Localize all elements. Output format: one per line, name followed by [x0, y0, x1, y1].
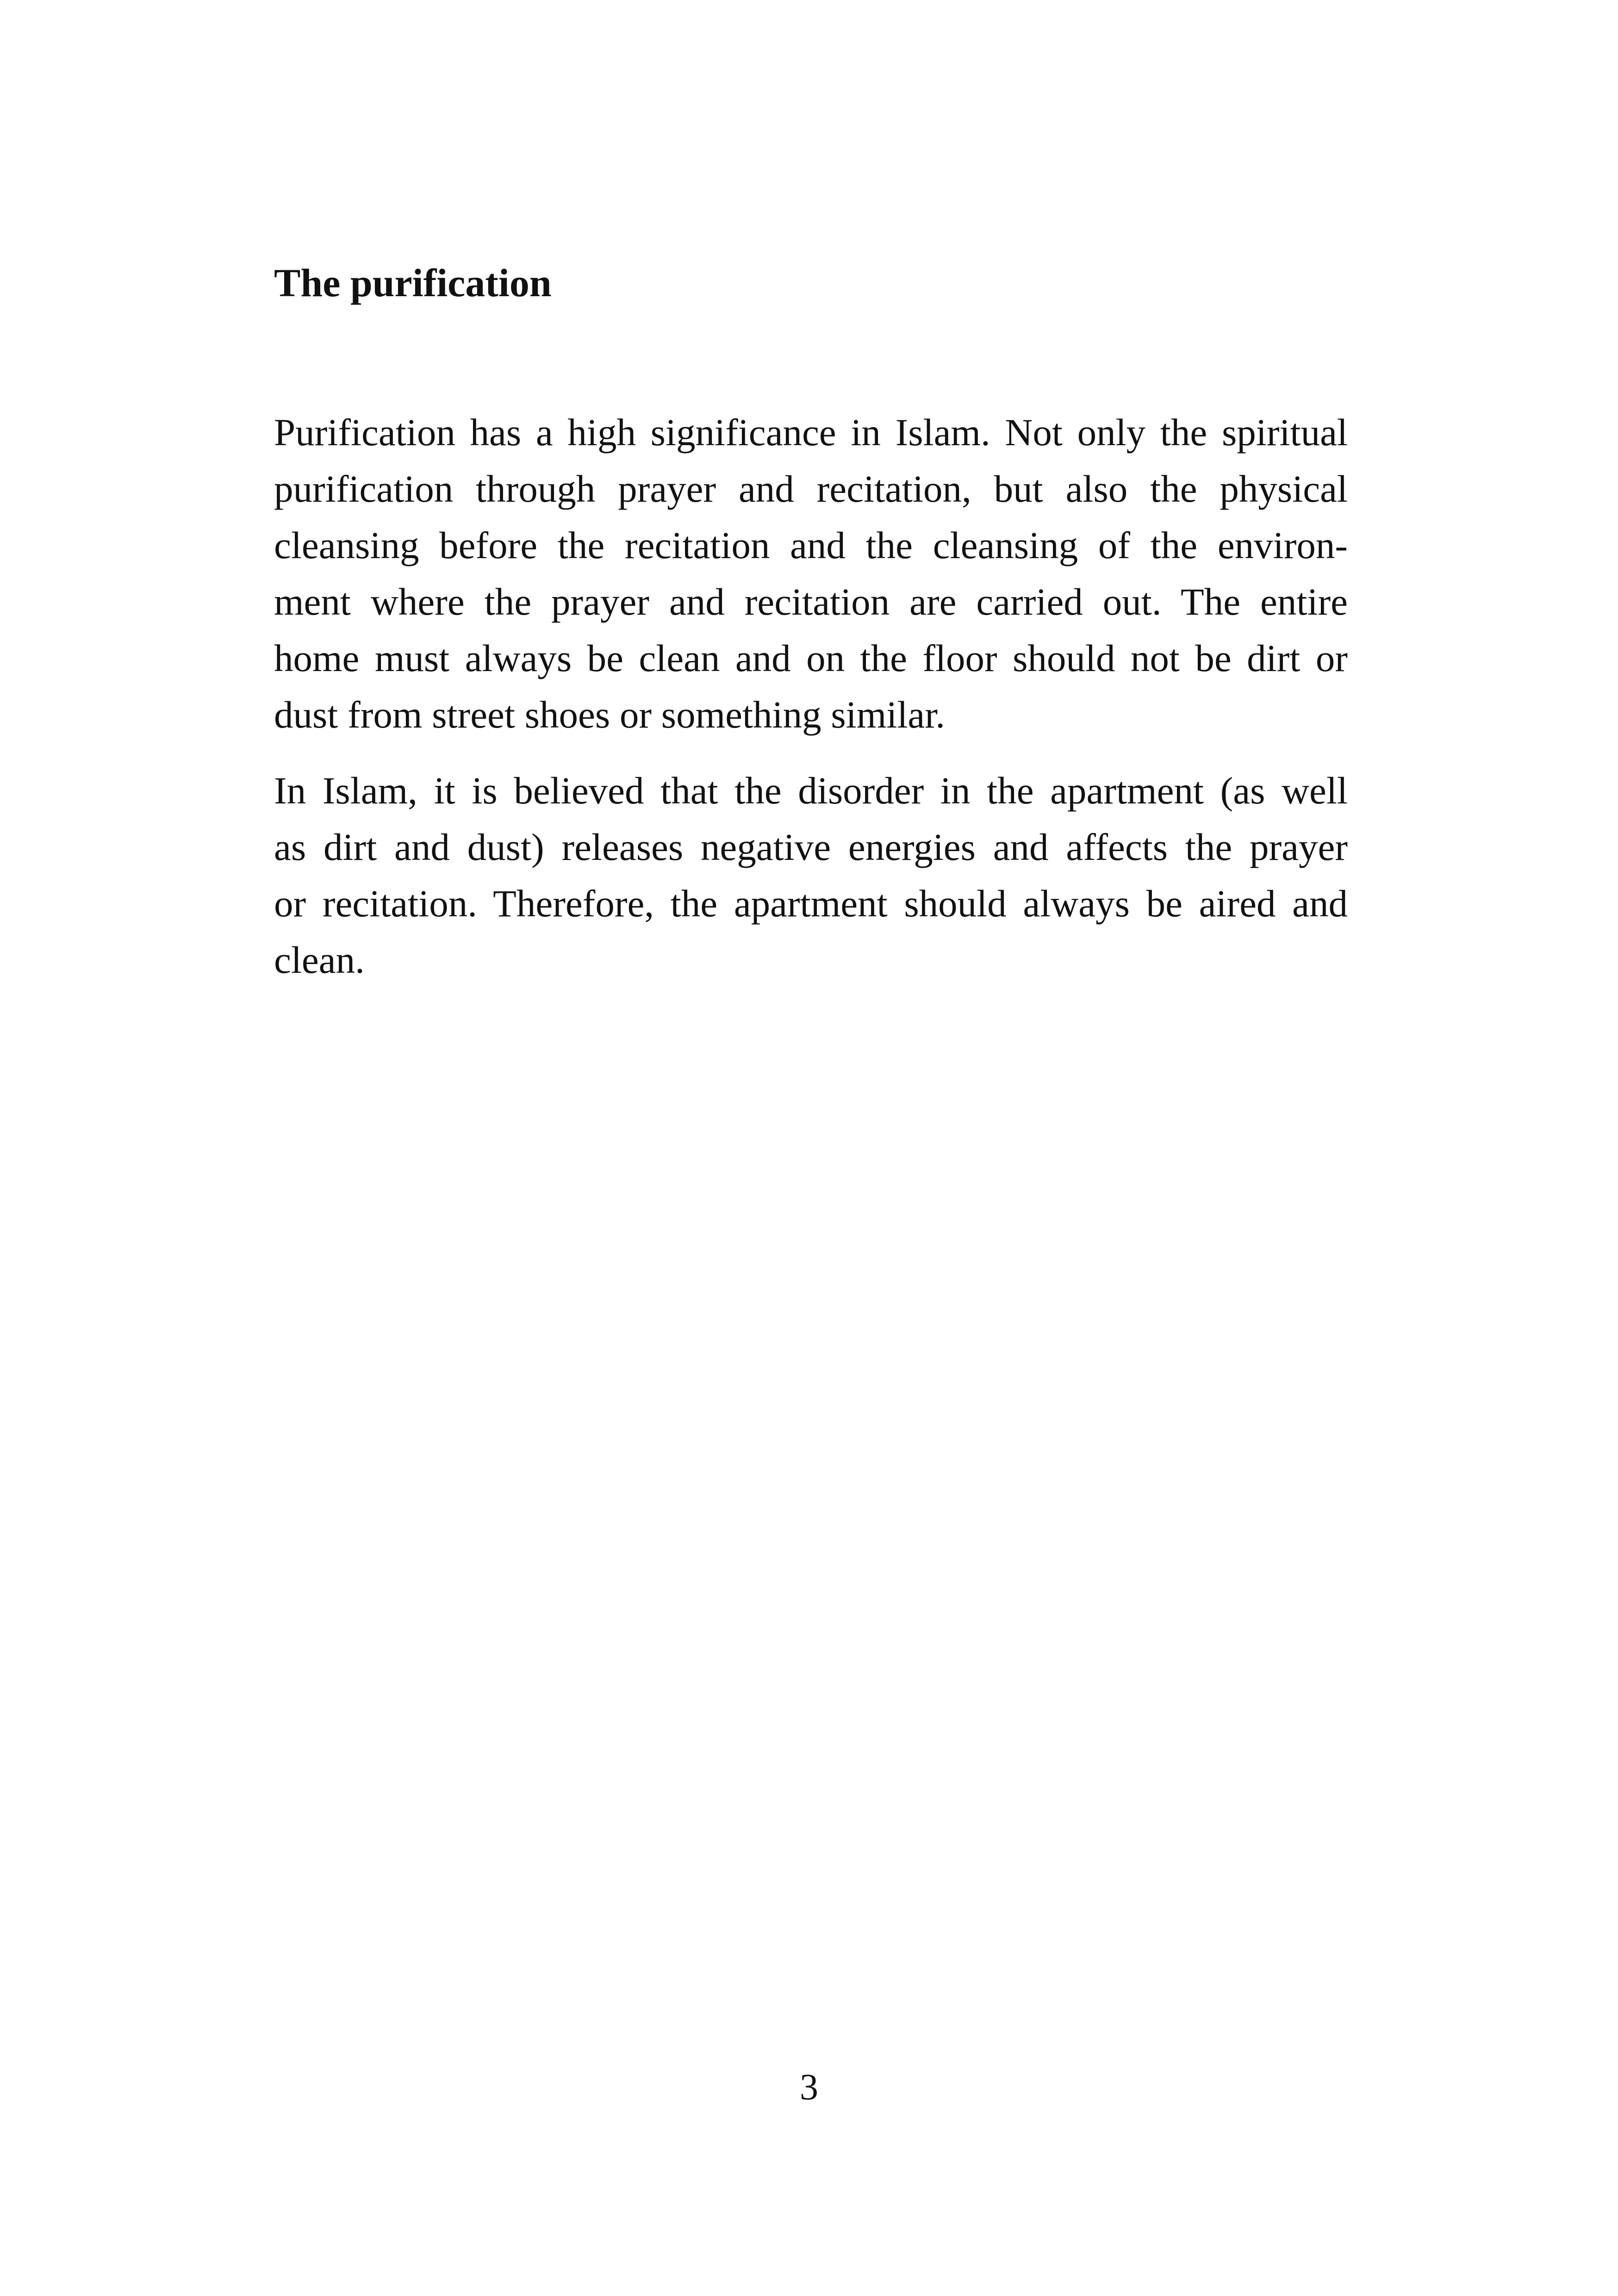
page-number: 3 — [800, 2067, 818, 2108]
paragraph-line: clean. — [274, 939, 365, 982]
paragraph-line: home must always be clean and on the floor should not be dirt or — [274, 637, 1348, 680]
section-title: The purification — [274, 261, 552, 305]
paragraph-1 — [274, 404, 1348, 743]
paragraph-line: dust from street shoes or something similar. — [274, 693, 946, 736]
paragraph-line: In Islam, it is believed that the disorder in the apartment (as well — [274, 769, 1348, 812]
page-content — [274, 259, 1348, 1008]
body-text — [274, 404, 1348, 988]
paragraph-line: as dirt and dust) releases negative energies and affects the prayer — [274, 826, 1348, 869]
paragraph-line: ment where the prayer and recitation are carried out. The entire — [274, 580, 1348, 623]
paragraph-2 — [274, 762, 1348, 988]
paragraph-line: or recitation. Therefore, the apartment should always be aired and — [274, 882, 1348, 925]
paragraph-line: cleansing before the recitation and the cleansing of the environ- — [274, 524, 1348, 567]
paragraph-line: purification through prayer and recitation, but also the physical — [274, 467, 1348, 510]
paragraph-line: Purification has a high significance in Islam. Not only the spiritual — [274, 411, 1348, 454]
